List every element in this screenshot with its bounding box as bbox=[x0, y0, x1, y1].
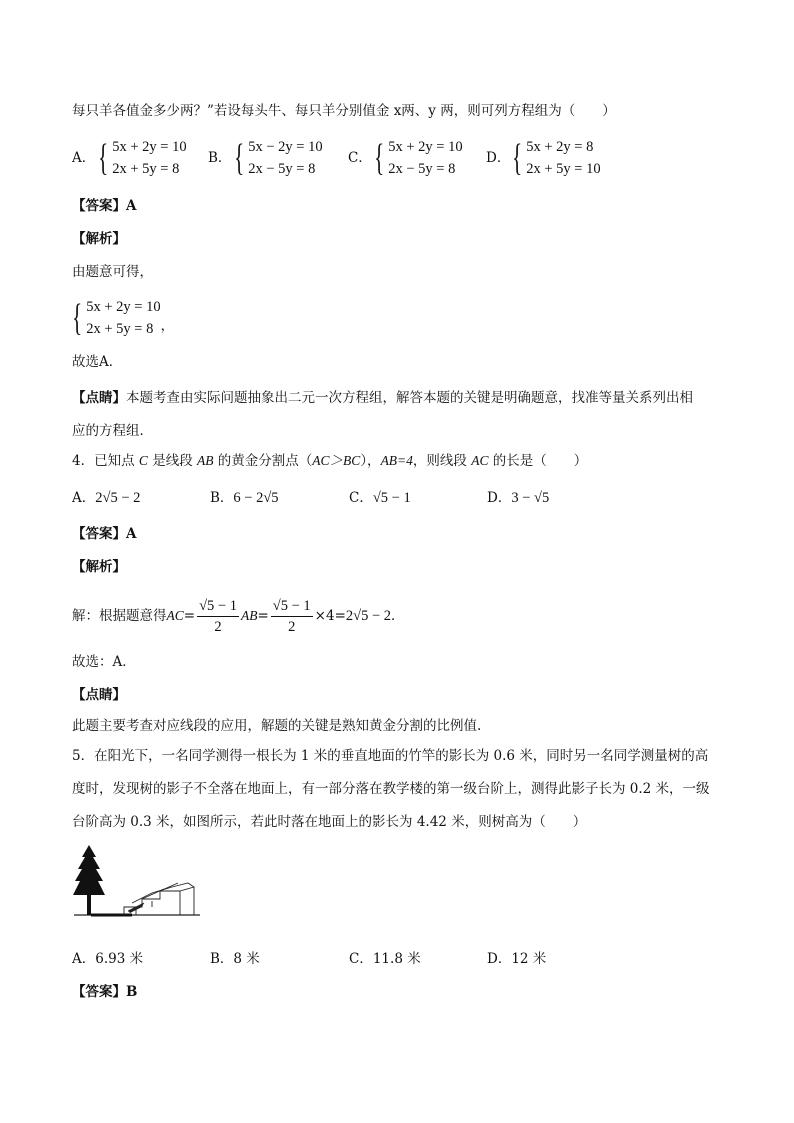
q3-option-b-label: B． bbox=[208, 150, 232, 166]
q3-sys-comma: ， bbox=[160, 318, 175, 334]
q4-stem: 4．已知点 C 是线段 AB 的黄金分割点（AC＞BC），AB=4，则线段 AC 的长是（ ） bbox=[72, 453, 588, 469]
q3-option-c-system: { 5x + 2y = 10 2x − 5y = 8 bbox=[374, 137, 463, 179]
q3-b-eq2: 2x − 5y = 8 bbox=[248, 161, 316, 177]
q4-solution: 解：根据题意得 AC = $\frac{√5 - 1}{2}$ AB = $\frac{√5 - 1}{2}$ ×4= 2√5 − 2 ． bbox=[72, 597, 405, 635]
q3-option-a-label: A． bbox=[72, 150, 96, 166]
q4-choose: 故选：A． bbox=[72, 654, 136, 670]
q5-option-d: D．12 米 bbox=[487, 951, 547, 967]
tree-and-steps-figure bbox=[72, 843, 202, 923]
q3-a-eq2: 2x + 5y = 8 bbox=[112, 161, 180, 177]
q5-line2: 度时，发现树的影子不全落在地面上，有一部分落在教学楼的第一级台阶上，测得此影子长为 0.2 米，一级 bbox=[72, 781, 710, 797]
q3-c-eq1: 5x + 2y = 10 bbox=[388, 139, 463, 155]
q3-comment-line1 bbox=[72, 388, 693, 408]
q3-choose: 故选A． bbox=[72, 354, 123, 370]
q3-sys-eq1: 5x + 2y = 10 bbox=[86, 299, 161, 315]
q3-stem-tail: 每只羊各值金多少两？”若设每头牛、每只羊分别值金 x两、y 两，则可列方程组为（ ） bbox=[72, 103, 616, 119]
q4-frac-2: $\frac{√5 - 1}{2}$ bbox=[272, 597, 311, 635]
q3-option-d-system: { 5x + 2y = 8 2x + 5y = 10 bbox=[512, 137, 601, 179]
q3-sys-eq2: 2x + 5y = 8 bbox=[86, 321, 154, 337]
q5-line3: 台阶高为 0.3 米，如图所示，若此时落在地面上的影长为 4.42 米，则树高为（ ） bbox=[72, 814, 587, 830]
q3-d-eq1: 5x + 2y = 8 bbox=[526, 139, 594, 155]
q3-comment-label: 【点睛】 bbox=[72, 390, 126, 406]
q3-a-eq1: 5x + 2y = 10 bbox=[112, 139, 187, 155]
q5-option-a: A．6.93 米 bbox=[72, 951, 144, 967]
q3-analysis-line: 由题意可得， bbox=[72, 264, 153, 280]
q4-option-b: B．6 − 2√5 bbox=[210, 490, 279, 506]
q3-option-d-label: D． bbox=[486, 150, 511, 166]
q4-option-d: D．3 − √5 bbox=[487, 490, 550, 506]
q3-solution-system: { 5x + 2y = 10 2x + 5y = 8 ， bbox=[72, 297, 175, 339]
tree-foliage-icon bbox=[73, 845, 105, 895]
q3-comment-line2: 应的方程组． bbox=[72, 423, 153, 439]
q5-option-c: C．11.8 米 bbox=[349, 951, 421, 967]
q3-option-b-system: { 5x − 2y = 10 2x − 5y = 8 bbox=[234, 137, 323, 179]
q5-option-b: B．8 米 bbox=[210, 951, 260, 967]
q3-option-c-label: C． bbox=[348, 150, 372, 166]
q3-c-eq2: 2x − 5y = 8 bbox=[388, 161, 456, 177]
tree-trunk bbox=[87, 893, 91, 915]
q4-answer: 【答案】A bbox=[72, 526, 137, 542]
q5-answer: 【答案】B bbox=[72, 984, 138, 1000]
q3-answer: 【答案】A bbox=[72, 198, 137, 214]
q4-comment-label: 【点睛】 bbox=[72, 687, 126, 703]
q4-comment: 此题主要考查对应线段的应用，解题的关键是熟知黄金分割的比例值. bbox=[72, 718, 482, 734]
q5-line1: 5．在阳光下，一名同学测得一根长为 1 米的垂直地面的竹竿的影长为 0.6 米，同时另一名同学测量树的高 bbox=[72, 748, 709, 764]
q4-option-a: A．2√5 − 2 bbox=[72, 490, 141, 506]
q3-d-eq2: 2x + 5y = 10 bbox=[526, 161, 601, 177]
q4-analysis-label: 【解析】 bbox=[72, 559, 126, 575]
q4-option-c: C．√5 − 1 bbox=[349, 490, 411, 506]
q4-frac-1: $\frac{√5 - 1}{2}$ bbox=[199, 597, 237, 635]
q3-comment-text1: 本题考查由实际问题抽象出二元一次方程组，解答本题的关键是明确题意，找准等量关系列出相 bbox=[126, 390, 693, 406]
q3-b-eq1: 5x − 2y = 10 bbox=[248, 139, 323, 155]
q3-option-a-system: { 5x + 2y = 10 2x + 5y = 8 bbox=[98, 137, 187, 179]
q3-analysis-label: 【解析】 bbox=[72, 231, 126, 247]
